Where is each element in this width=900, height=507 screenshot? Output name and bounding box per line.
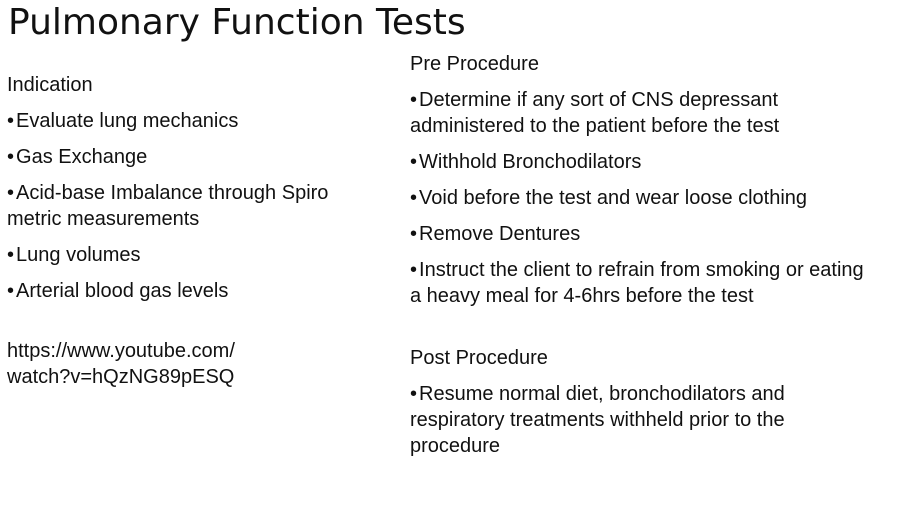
post-procedure-heading: Post Procedure [410,347,548,369]
list-item-text: Void before the test and wear loose clothing [419,187,808,209]
pre-procedure-list [410,87,880,309]
bullet-icon: • [7,280,15,302]
bullet-icon: • [7,182,15,204]
bullet-icon: • [7,146,15,168]
list-item-text: Determine if any sort of CNS depressant administered to the patient before the test [410,89,780,137]
post-procedure-list [410,381,880,459]
bullet-icon: • [410,89,418,111]
list-item [7,242,337,268]
list-item-text: Evaluate lung mechanics [16,110,239,132]
bullet-icon: • [410,259,418,281]
indication-list [7,108,337,304]
list-item-text: Withhold Bronchodilators [419,151,642,173]
youtube-link[interactable] [7,338,337,390]
procedure-column [410,51,880,469]
list-item [410,257,880,309]
list-item-text: Acid-base Imbalance through Spiro metric measurements [7,182,329,230]
list-item-text: Arterial blood gas levels [16,280,229,302]
pre-procedure-heading: Pre Procedure [410,53,539,75]
youtube-link-line1: https://www.youtube.com/ [7,340,235,362]
bullet-icon: • [410,383,418,405]
bullet-icon: • [410,223,418,245]
list-item [7,108,337,134]
bullet-icon: • [410,151,418,173]
list-item-text: Gas Exchange [16,146,148,168]
bullet-icon: • [7,244,15,266]
list-item-text: Remove Dentures [419,223,581,245]
list-item [7,180,337,232]
list-item [7,278,337,304]
list-item [410,221,880,247]
list-item [410,87,880,139]
list-item [410,381,880,459]
indication-heading: Indication [7,74,93,96]
indication-column [7,72,337,390]
slide-title: Pulmonary Function Tests [8,2,466,43]
list-item-text: Lung volumes [16,244,141,266]
bullet-icon: • [7,110,15,132]
list-item-text: Resume normal diet, bronchodilators and respiratory treatments withheld prior to the procedure [410,383,785,457]
list-item [7,144,337,170]
list-item [410,149,880,175]
list-item [410,185,880,211]
bullet-icon: • [410,187,418,209]
youtube-link-line2: watch?v=hQzNG89pESQ [7,366,235,388]
list-item-text: Instruct the client to refrain from smoking or eating a heavy meal for 4-6hrs before the test [410,259,864,307]
